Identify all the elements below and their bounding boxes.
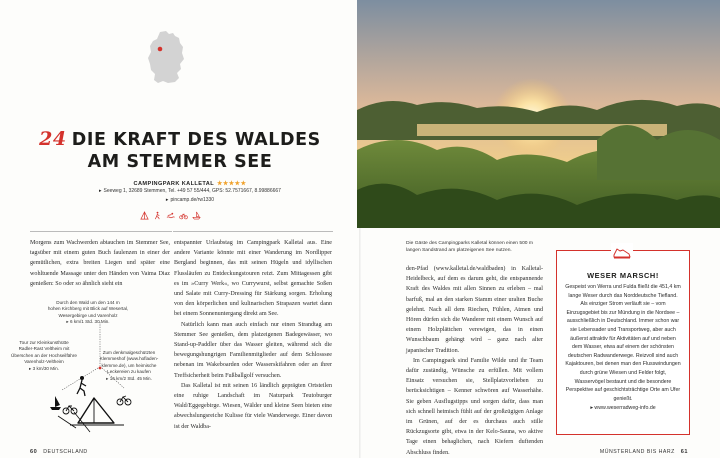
annotation-klemmeshof: Zum denkmalgeschützten Klemmeshof (www.hofladen- klemme.de), um heimische Leckereien zu kaufen ▸ 16 km/2 Std. 45 Min.: [99, 350, 159, 381]
page-number-left: 60: [30, 449, 38, 455]
divider: [30, 231, 172, 232]
swim-icon: [166, 211, 175, 220]
bike-icon: [117, 396, 131, 405]
info-box: [556, 250, 690, 435]
footer-left: [30, 449, 88, 455]
box-link[interactable]: ▸ www.weserradweg-info.de: [590, 405, 656, 412]
title-line-2: AM STEMMER SEE: [87, 152, 273, 172]
tent-icon: [140, 211, 149, 220]
title-line-1: DIE KRAFT DES WALDES: [71, 130, 321, 150]
camp-name: CAMPINGPARK KALLETAL: [133, 181, 215, 187]
amenity-icons: [140, 211, 201, 220]
hiking-icon: [77, 376, 86, 396]
hiking-icon: [153, 211, 162, 220]
box-text: Gespeist von Werra und Fulda fließt die 451,4 km lange Weser durch das Norddeutsche Tiefland. Als einziger Strom verläuft sie – vom Einzugsgebiet bis zur Mündung in die Nordsee – ausschließlich in Deutschland. Immer schon war sie Lebensader und Transportweg, aber auch äußerst attraktiv für Aktivitäten auf und neben dem Wasser, etwa auf einem der schönsten deutschen Radwanderwege. Reizvoll sind auch Kajaktouren, bei denen man den Flusswindungen durch grüne Wiesen und Felder folgt, Wasservögel bestaunt und die besondere Perspektive auf geschichtsträchtige Orte am Ufer genießt.: [565, 284, 681, 402]
triangle-icon: ▸: [99, 188, 102, 194]
lake-sunset-photo: [357, 0, 720, 228]
star-rating: ★★★★★: [217, 181, 247, 187]
divider: [173, 231, 333, 232]
paragraph: Morgens zum Wachwerden abtauchen im Stemmer See, tagsüber mit einem guten Buch faulenzen in einer der gemütlichen, extra breiten Liegen und später eine wohltuende Massage unter den Händen von Vaima Diaz genießen: So oder so ähnlich sieht ein: [30, 240, 170, 287]
camp-web[interactable]: pincamp.de/rw1330: [170, 197, 215, 203]
boat-icon: [50, 396, 61, 410]
footer-right-label: MÜNSTERLAND BIS HARZ: [599, 449, 675, 455]
photo-caption: Die Gäste des Campingparks Kalletal können einen 500 m langen Sandstrand am platzeigenen See nutzen.: [406, 241, 533, 253]
germany-map-icon: [146, 30, 186, 85]
body-column-1: [30, 238, 170, 289]
chapter-title: [30, 128, 330, 173]
box-title: WESER MARSCH!: [587, 271, 659, 280]
body-column-3: [406, 264, 543, 458]
bike-icon: [179, 211, 188, 220]
annotation-veltheim: Tour zur Kleinkunsthütte Radler-Rast Veltheim mit Überschen an der Hochseilfähre Varenholz-Veltheim ▸ 3 km/30 Min.: [11, 340, 77, 371]
paragraph: den-Pfad (www.kalletal.de/waldbaden) in Kalletal-Heidelbeck, auf dem es darum geht, die entspannende Kraft des Waldes mit allen Sinnen zu erleben – mal barfuß, mal an den starken Stamm einer uralten Buche gelehnt. Nach all dem Riechen, Fühlen, Atmen und Hören dürfen sich die Wanderer mit einem Wunsch auf einem Holzplättchen verewigen, das in einen Wunschbaum gehängt wird – ganz nach alter japanischer Tradition.: [406, 266, 543, 354]
paragraph: Natürlich kann man auch einfach nur einen Strandtag am Stemmer See genießen, dem platzeigenen Badegewässer, wo Stand-up-Paddler über das Wasser gleiten, während sich die bewegungshungrigen Familienmitglieder auf dem Schlosssee nebenan im Wakeboarden oder Wasserskifahren oder an ihrer Treffsicherheit beim Fußballgolf versuchen.: [174, 321, 332, 379]
tent-icon: [58, 398, 124, 432]
page-number-right: 61: [680, 449, 688, 455]
boat-icon: [192, 211, 201, 220]
shoe-icon: [611, 243, 633, 261]
footer-right: [600, 449, 688, 455]
paragraph: Das Kalletal ist mit seinen 16 ländlich geprägten Ortsteilen eine ruhige Landschaft im Naturpark Teutoburger Wald/Eggegebirge. Wiesen, Wälder und kleine Seen bieten eine abwechslungsreiche Kulisse für viele Wanderwege. Einer davon ist der Waldba-: [174, 382, 332, 430]
paragraph: entspannter Urlaubstag im Campingpark Kalletal aus. Eine andere Variante könnte mit einer Wanderung im Nordlipper Bergland beginnen, das mit seinen Hügeln und idyllischen Flussläufen zu Entdeckungstouren reizt. Zum Mittagessen gibt es im »Curry Werk«, wo Currywurst, selbst gemachte Soßen und Salate mit Curry-Dressing für Stärkung sorgen. Erholung von den körperlichen und kulinarischen Strapazen wartet dann bei einem Sonnenuntergang direkt am See.: [174, 240, 332, 318]
camp-info: [60, 180, 320, 205]
annotation-kirchberg: Durch den Wald um den 144 m hohen Kirchberg mit Blick auf Wesertal, Wesergebirge und Varenholz ▸ 6 km/1 Std. 30 Min.: [47, 300, 129, 325]
body-column-2: [174, 238, 332, 432]
camp-address: Seeweg 1, 32689 Stemmen, Tel. +49 57 55/444, GPS: 52.7571667, 8.99886667: [103, 188, 281, 194]
triangle-icon: ▸: [165, 197, 169, 203]
footer-left-label: DEUTSCHLAND: [43, 449, 88, 455]
chapter-number: 24: [39, 128, 67, 150]
paragraph: Im Campingpark sind Familie Wilde und ihr Team dafür zuständig, Wünsche zu erfüllen. Mit vollem Einsatz versuchen sie, Stellplatzvorlieben zu berücksichtigen – Kenner schwören auf Wasserhähe. Sie geben Ausflugstipps und sorgen dafür, dass man sich schnell heimisch fühlt auf der großzügigen Anlage im Grünen, auf der es durchaus auch stille Rückzugsorte gibt, etwa in der Kelo-Sauna, wo aktive Tage einen behaglichen, nach Kiefern duftenden Abschluss finden.: [406, 357, 543, 456]
